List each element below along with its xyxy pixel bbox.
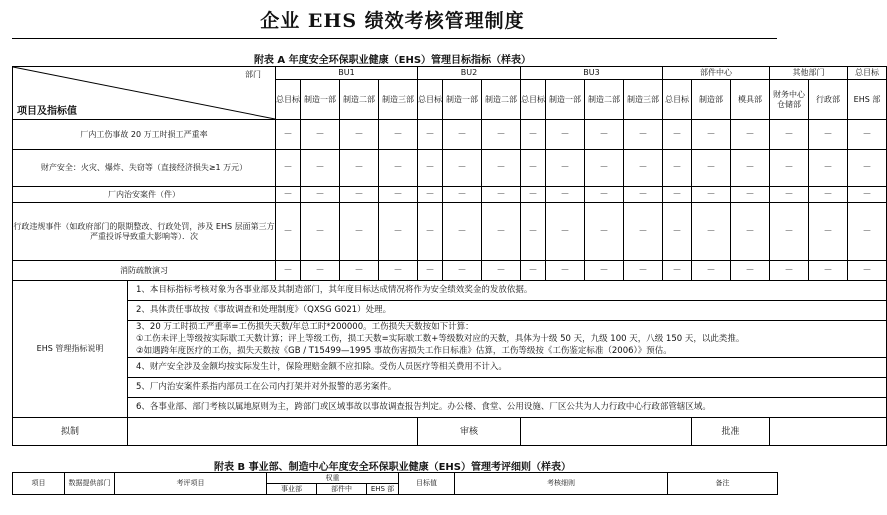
weight-col-parts: 部件中 xyxy=(317,484,367,495)
indicator-label: 厂内治安案件（件） xyxy=(13,187,276,203)
col-criteria: 考评项目 xyxy=(115,473,267,495)
dept-column-header: 总目标 xyxy=(663,80,692,120)
target-cell: － xyxy=(770,120,809,150)
target-cell: － xyxy=(731,261,770,281)
target-cell: － xyxy=(418,261,443,281)
col-target: 目标值 xyxy=(399,473,455,495)
target-cell: － xyxy=(379,150,418,187)
indicator-row xyxy=(13,187,887,203)
target-cell: － xyxy=(482,150,521,187)
document-title: 企业 EHS 绩效考核管理制度 xyxy=(260,10,525,32)
target-cell: － xyxy=(301,187,340,203)
dept-column-header: 总目标 xyxy=(521,80,546,120)
notes-title: EHS 管理指标说明 xyxy=(13,281,128,418)
indicator-row xyxy=(13,261,887,281)
target-cell: － xyxy=(482,261,521,281)
weight-col-ehs: EHS 部 xyxy=(367,484,399,495)
target-cell: － xyxy=(624,203,663,261)
corner-item-label: 项目及指标值 xyxy=(17,106,77,117)
target-cell: － xyxy=(546,203,585,261)
target-cell: － xyxy=(731,203,770,261)
indicator-label: 财产安全：火灾、爆炸、失窃等（直接经济损失≥1 万元） xyxy=(13,150,276,187)
target-cell: － xyxy=(301,150,340,187)
target-cell: － xyxy=(809,120,848,150)
target-cell: － xyxy=(521,120,546,150)
target-cell: － xyxy=(276,120,301,150)
target-cell: － xyxy=(301,261,340,281)
target-cell: － xyxy=(443,203,482,261)
note-line: 5、厂内治安案件系指内部员工在公司内打架并对外报警的恶劣案件。 xyxy=(128,378,887,398)
target-cell: － xyxy=(692,187,731,203)
indicator-row xyxy=(13,120,887,150)
table-b xyxy=(12,472,778,495)
col-remark: 备注 xyxy=(668,473,778,495)
target-cell: － xyxy=(276,203,301,261)
target-cell: － xyxy=(770,261,809,281)
indicator-row xyxy=(13,150,887,187)
dept-column-header: 制造二部 xyxy=(482,80,521,120)
dept-column-header: 财务中心仓储部 xyxy=(770,80,809,120)
target-cell: － xyxy=(809,187,848,203)
target-cell: － xyxy=(546,120,585,150)
target-cell: － xyxy=(770,150,809,187)
dept-column-header: 总目标 xyxy=(418,80,443,120)
target-cell: － xyxy=(809,203,848,261)
target-cell: － xyxy=(624,120,663,150)
target-cell: － xyxy=(848,261,887,281)
corner-header xyxy=(13,67,276,120)
target-cell: － xyxy=(443,187,482,203)
target-cell: － xyxy=(663,150,692,187)
target-cell: － xyxy=(276,261,301,281)
target-cell: － xyxy=(731,120,770,150)
target-cell: － xyxy=(848,150,887,187)
indicator-row xyxy=(13,203,887,261)
dept-column-header: 制造一部 xyxy=(443,80,482,120)
target-cell: － xyxy=(340,120,379,150)
target-cell: － xyxy=(546,187,585,203)
dept-column-header: 制造一部 xyxy=(301,80,340,120)
target-cell: － xyxy=(809,150,848,187)
target-cell: － xyxy=(585,261,624,281)
col-detail: 考核细则 xyxy=(455,473,668,495)
sign-approver-label: 批准 xyxy=(692,418,770,446)
group-header: BU1 xyxy=(276,67,418,80)
note-line: ②如遇跨年度医疗的工伤，损失天数按《GB / T15499—1995 事故伤害损失工作日标准》估算，工伤等级按《工伤鉴定标准（2006）》预估。 xyxy=(128,346,887,358)
target-cell: － xyxy=(340,261,379,281)
target-cell: － xyxy=(379,187,418,203)
note-line: 3、20 万工时损工严重率=工伤损失天数/年总工时*200000。工伤损失天数按如下计算： xyxy=(128,321,887,334)
target-cell: － xyxy=(585,120,624,150)
target-cell: － xyxy=(418,150,443,187)
target-cell: － xyxy=(546,150,585,187)
target-cell: － xyxy=(379,120,418,150)
dept-column-header: 行政部 xyxy=(809,80,848,120)
target-cell: － xyxy=(663,203,692,261)
corner-dept-label: 部门 xyxy=(245,70,262,79)
target-cell: － xyxy=(585,203,624,261)
target-cell: － xyxy=(585,187,624,203)
col-provider: 数据提供部门 xyxy=(65,473,115,495)
indicator-label: 消防疏散演习 xyxy=(13,261,276,281)
target-cell: － xyxy=(521,150,546,187)
target-cell: － xyxy=(276,187,301,203)
note-line: 2、具体责任事故按《事故调查和处理制度》（QXSG G021）处理。 xyxy=(128,301,887,321)
target-cell: － xyxy=(663,261,692,281)
target-cell: － xyxy=(418,203,443,261)
dept-column-header: 制造三部 xyxy=(624,80,663,120)
target-cell: － xyxy=(521,187,546,203)
target-cell: － xyxy=(663,120,692,150)
target-cell: － xyxy=(731,187,770,203)
dept-column-header: 制造二部 xyxy=(585,80,624,120)
sign-drafter-field xyxy=(128,418,418,446)
target-cell: － xyxy=(521,203,546,261)
target-cell: － xyxy=(731,150,770,187)
indicator-label: 厂内工伤事故 20 万工时损工严重率 xyxy=(13,120,276,150)
target-cell: － xyxy=(624,187,663,203)
group-header: 总目标 xyxy=(848,67,887,80)
target-cell: － xyxy=(443,150,482,187)
target-cell: － xyxy=(848,120,887,150)
title-rule xyxy=(12,38,777,39)
dept-column-header: 模具部 xyxy=(731,80,770,120)
note-line: 6、各事业部、部门考核以属地原则为主，跨部门或区域事故以事故调查报告判定。办公楼、食堂、公用设施、厂区公共为人力行政中心行政部管辖区域。 xyxy=(128,398,887,418)
table-a xyxy=(12,66,887,446)
table-a-caption: 附表 A 年度安全环保职业健康（EHS）管理目标指标（样表） xyxy=(253,55,532,66)
dept-column-header: 总目标 xyxy=(276,80,301,120)
target-cell: － xyxy=(692,203,731,261)
target-cell: － xyxy=(692,261,731,281)
target-cell: － xyxy=(848,187,887,203)
target-cell: － xyxy=(663,187,692,203)
target-cell: － xyxy=(379,203,418,261)
target-cell: － xyxy=(418,120,443,150)
sign-reviewer-label: 审核 xyxy=(418,418,521,446)
target-cell: － xyxy=(624,261,663,281)
note-line: ①工伤未评上等级按实际歇工天数计算；评上等级工伤，损工天数=实际歇工数+等级数对应的天数，具体为十级 50 天，九级 100 天，八级 150 天，以此类推。 xyxy=(128,334,887,346)
target-cell: － xyxy=(340,187,379,203)
target-cell: － xyxy=(692,150,731,187)
dept-column-header: EHS 部 xyxy=(848,80,887,120)
target-cell: － xyxy=(585,150,624,187)
weight-col-bu: 事业部 xyxy=(267,484,317,495)
note-line: 4、财产安全涉及金额均按实际发生计，保险理赔金额不应扣除。受伤人员医疗等相关费用不计入。 xyxy=(128,358,887,378)
group-header: BU2 xyxy=(418,67,521,80)
target-cell: － xyxy=(482,120,521,150)
sign-approver-field xyxy=(770,418,887,446)
col-item: 项目 xyxy=(13,473,65,495)
group-header: 部件中心 xyxy=(663,67,770,80)
target-cell: － xyxy=(848,203,887,261)
target-cell: － xyxy=(379,261,418,281)
group-header: BU3 xyxy=(521,67,663,80)
indicator-label: 行政违规事件（如政府部门的限期整改、行政处罚，涉及 EHS 层面第三方严重投诉导致重大影响等）．次 xyxy=(13,203,276,261)
target-cell: － xyxy=(770,203,809,261)
target-cell: － xyxy=(482,187,521,203)
target-cell: － xyxy=(546,261,585,281)
target-cell: － xyxy=(301,203,340,261)
table-b-caption: 附表 B 事业部、制造中心年度安全环保职业健康（EHS）管理考评细则（样表） xyxy=(214,462,571,473)
dept-column-header: 制造三部 xyxy=(379,80,418,120)
dept-column-header: 制造二部 xyxy=(340,80,379,120)
target-cell: － xyxy=(340,203,379,261)
target-cell: － xyxy=(276,150,301,187)
target-cell: － xyxy=(443,120,482,150)
dept-column-header: 制造部 xyxy=(692,80,731,120)
target-cell: － xyxy=(692,120,731,150)
sign-drafter-label: 拟制 xyxy=(13,418,128,446)
target-cell: － xyxy=(624,150,663,187)
target-cell: － xyxy=(521,261,546,281)
col-weight: 权重 xyxy=(267,473,399,484)
target-cell: － xyxy=(301,120,340,150)
target-cell: － xyxy=(340,150,379,187)
target-cell: － xyxy=(482,203,521,261)
note-line: 1、本目标指标考核对象为各事业部及其制造部门，其年度目标达成情况将作为安全绩效奖金的发放依据。 xyxy=(128,281,887,301)
target-cell: － xyxy=(809,261,848,281)
target-cell: － xyxy=(770,187,809,203)
dept-column-header: 制造一部 xyxy=(546,80,585,120)
target-cell: － xyxy=(418,187,443,203)
group-header: 其他部门 xyxy=(770,67,848,80)
sign-reviewer-field xyxy=(521,418,692,446)
target-cell: － xyxy=(443,261,482,281)
